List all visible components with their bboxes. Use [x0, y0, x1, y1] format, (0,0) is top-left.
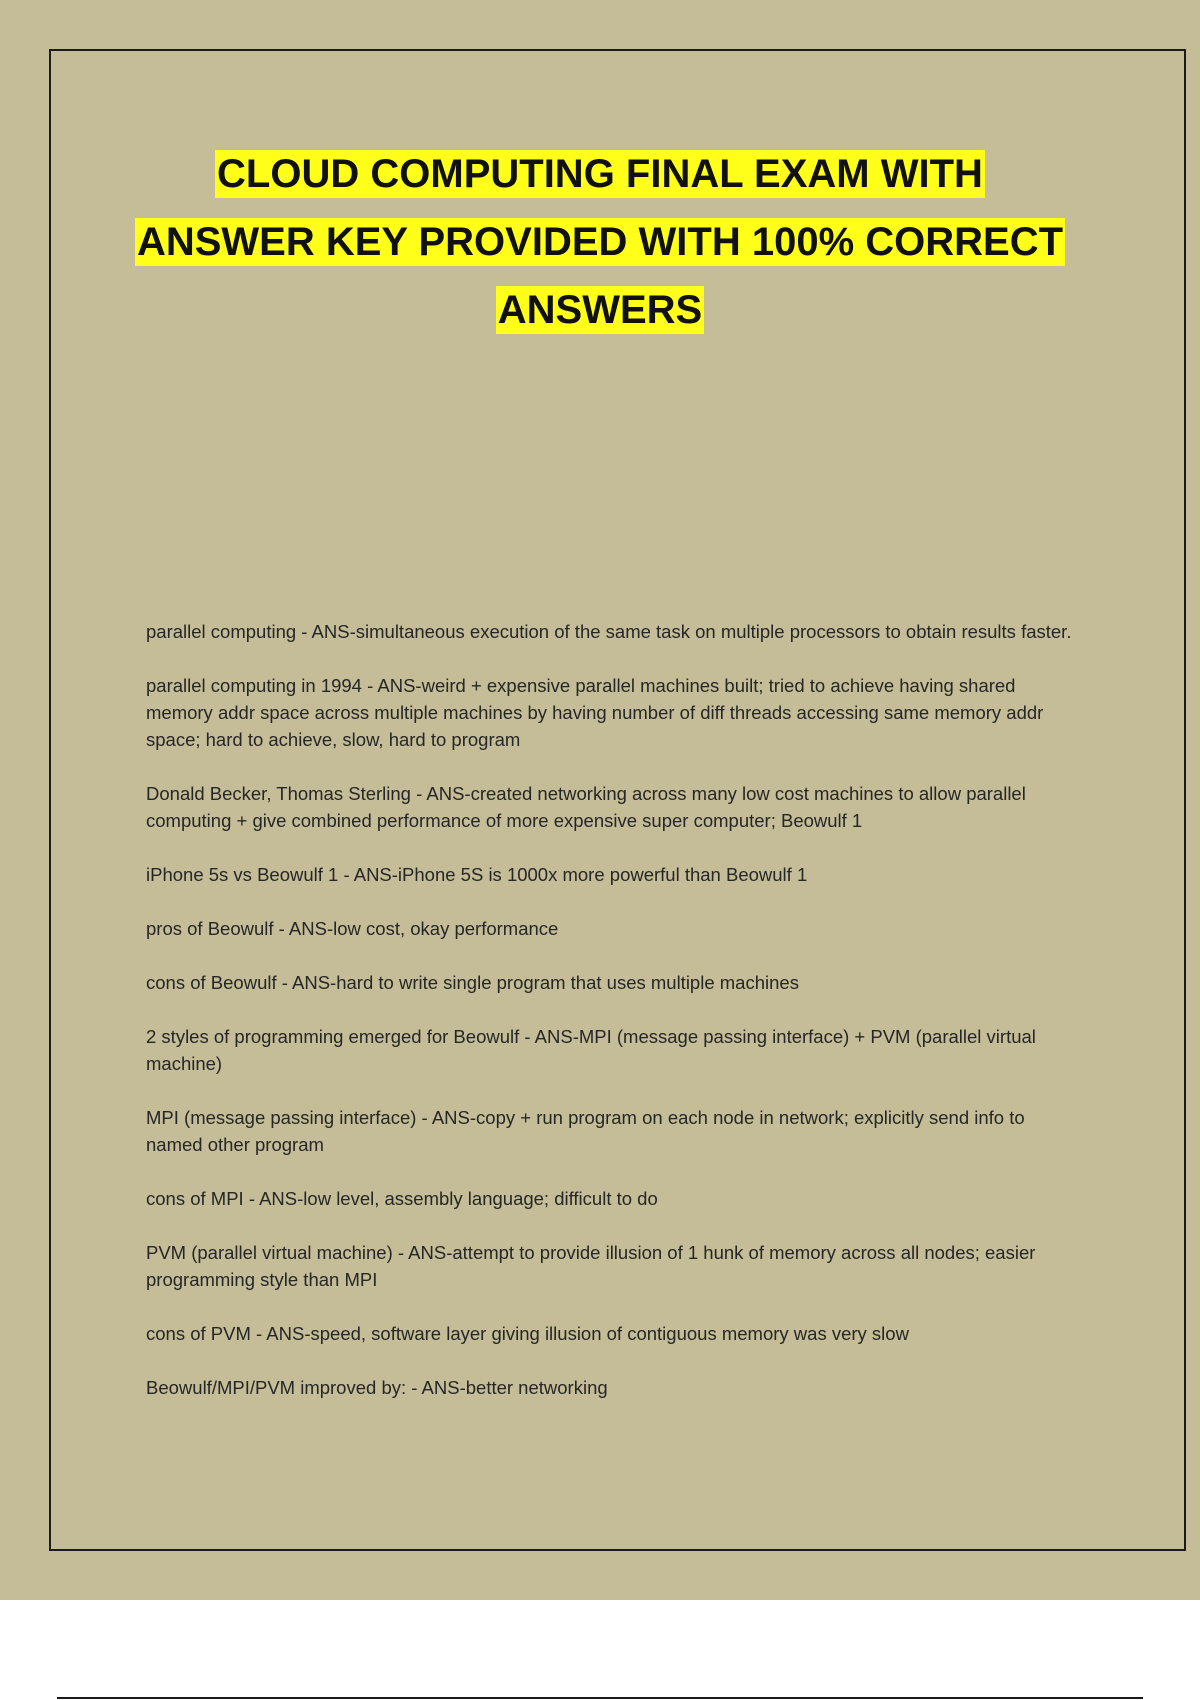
qa-item-mpi: MPI (message passing interface) - ANS-copy + run program on each node in network; explicitly send info to named other program: [146, 1107, 1025, 1155]
document-title: [0, 140, 1200, 344]
footer-divider: [57, 1697, 1143, 1699]
title-line-1: [0, 140, 1200, 208]
qa-item-pros-beowulf: pros of Beowulf - ANS-low cost, okay performance: [146, 918, 559, 939]
title-line-2: [0, 208, 1200, 276]
title-highlight-2: ANSWER KEY PROVIDED WITH 100% CORRECT: [136, 220, 1064, 264]
qa-item-iphone-vs-beowulf: iPhone 5s vs Beowulf 1 - ANS-iPhone 5S is 1000x more powerful than Beowulf 1: [146, 864, 808, 885]
title-highlight-3: ANSWERS: [497, 288, 703, 332]
qa-item-becker-sterling: Donald Becker, Thomas Sterling - ANS-created networking across many low cost machines to allow parallel computing + give combined performance of more expensive super computer; Beowulf 1: [146, 783, 1026, 831]
question-answer-list: [146, 618, 1086, 1428]
qa-item-cons-beowulf: cons of Beowulf - ANS-hard to write single program that uses multiple machines: [146, 972, 799, 993]
qa-item-improvements: Beowulf/MPI/PVM improved by: - ANS-better networking: [146, 1377, 608, 1398]
qa-item-cons-pvm: cons of PVM - ANS-speed, software layer giving illusion of contiguous memory was very slow: [146, 1323, 909, 1344]
title-line-3: [0, 276, 1200, 344]
qa-item-cons-mpi: cons of MPI - ANS-low level, assembly language; difficult to do: [146, 1188, 658, 1209]
title-highlight-1: CLOUD COMPUTING FINAL EXAM WITH: [217, 152, 983, 196]
qa-item-parallel-computing-1994: parallel computing in 1994 - ANS-weird + expensive parallel machines built; tried to achieve having shared memory addr space across multiple machines by having number of diff threads accessing same memory addr space; hard to achieve, slow, hard to program: [146, 675, 1044, 750]
qa-item-programming-styles: 2 styles of programming emerged for Beowulf - ANS-MPI (message passing interface) + PVM (parallel virtual machine): [146, 1026, 1036, 1074]
qa-item-parallel-computing: parallel computing - ANS-simultaneous execution of the same task on multiple processors to obtain results faster.: [146, 621, 1072, 642]
qa-item-pvm: PVM (parallel virtual machine) - ANS-attempt to provide illusion of 1 hunk of memory across all nodes; easier programming style than MPI: [146, 1242, 1036, 1290]
